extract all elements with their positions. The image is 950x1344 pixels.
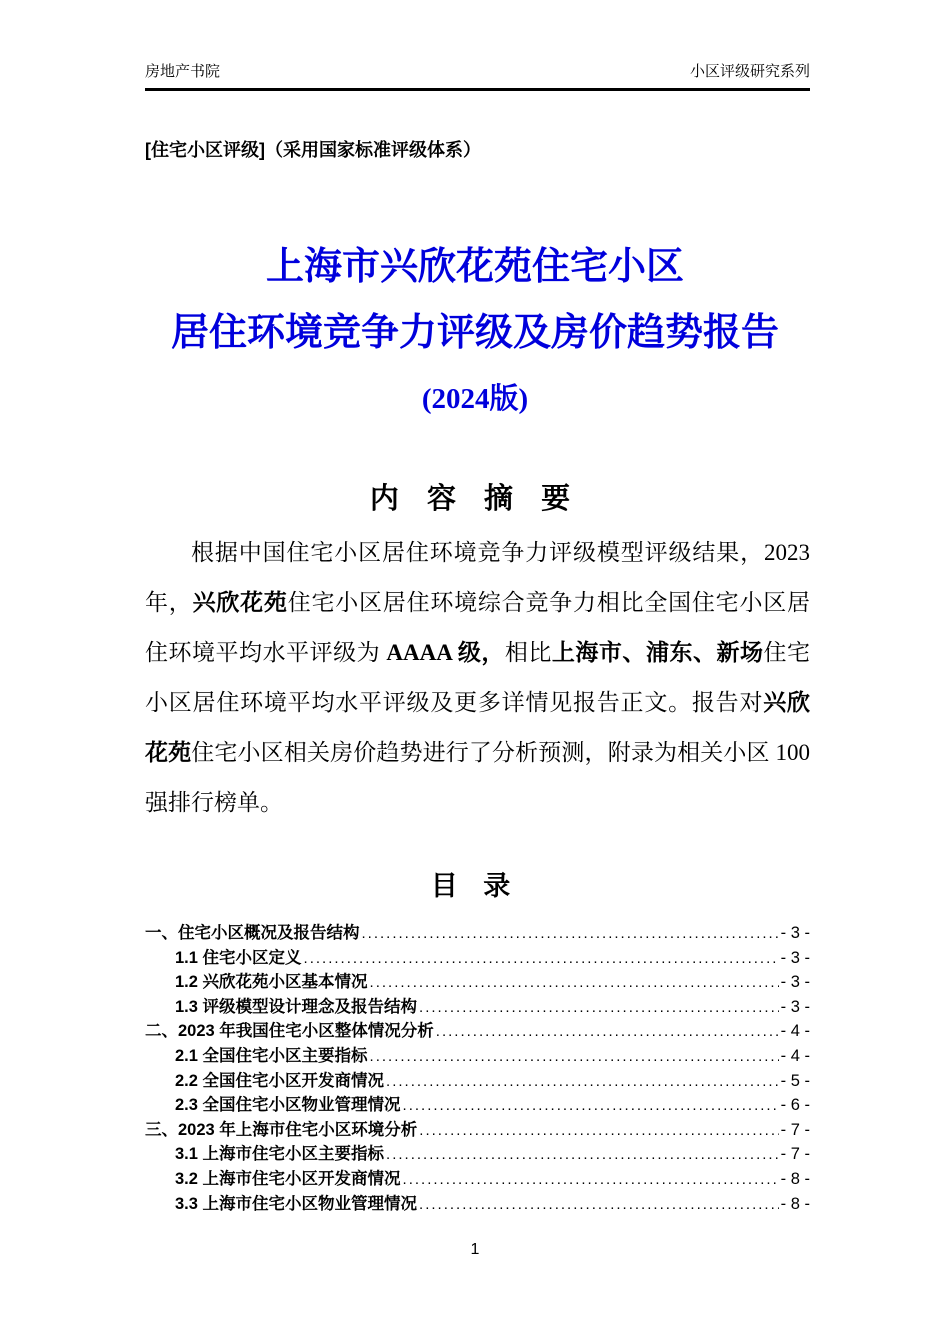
toc-item-label: 1.1 住宅小区定义 — [175, 948, 302, 967]
toc-leader-dots — [419, 998, 779, 1017]
summary-segment-bold: AAAA 级， — [386, 640, 505, 665]
toc-page-number: - 7 - — [780, 1120, 810, 1139]
page-footer — [0, 1241, 950, 1259]
summary-heading: 内 容 摘 要 — [369, 483, 581, 515]
toc-item[interactable] — [145, 1190, 810, 1215]
header-right-text: 小区评级研究系列 — [689, 63, 810, 80]
header-left-text: 房地产书院 — [145, 63, 221, 80]
page-number: 1 — [470, 1241, 480, 1258]
title-block — [0, 244, 950, 416]
toc-item[interactable] — [145, 1116, 810, 1141]
toc-leader-dots — [386, 1145, 779, 1164]
toc-item-label: 2.1 全国住宅小区主要指标 — [175, 1046, 368, 1065]
toc-item[interactable] — [145, 1017, 810, 1042]
summary-segment: 根据中国住宅小区居住环境竞争力评级模型评级结果，2023 年， — [145, 540, 810, 615]
toc-page-number: - 3 - — [780, 948, 810, 967]
toc-leader-dots — [419, 1121, 778, 1140]
report-type-line: [住宅小区评级]（采用国家标准评级体系） — [145, 140, 481, 160]
summary-segment-bold: 上海市、浦东、新场 — [551, 640, 764, 665]
toc-item-label: 3.2 上海市住宅小区开发商情况 — [175, 1169, 401, 1188]
toc-item-label: 1.2 兴欣花苑小区基本情况 — [175, 973, 368, 992]
summary-segment-bold: 兴欣花苑 — [145, 690, 811, 765]
toc-heading: 目 录 — [430, 871, 520, 901]
toc-item-label: 三、2023 年上海市住宅小区环境分析 — [145, 1120, 418, 1139]
toc-page-number: - 5 - — [780, 1071, 810, 1090]
summary-segment-bold: 兴欣花苑 — [192, 590, 288, 615]
toc-leader-dots — [362, 924, 779, 943]
toc-list — [145, 919, 810, 1214]
toc-page-number: - 3 - — [780, 997, 810, 1016]
toc-leader-dots — [403, 1096, 779, 1115]
toc-item[interactable] — [145, 919, 810, 944]
toc-leader-dots — [436, 1022, 779, 1041]
toc-leader-dots — [386, 1072, 779, 1091]
toc-item[interactable] — [145, 1140, 810, 1165]
page-header — [145, 60, 810, 91]
toc-leader-dots — [304, 949, 779, 968]
toc-item[interactable] — [145, 968, 810, 993]
toc-item[interactable] — [145, 1165, 810, 1190]
toc-item[interactable] — [145, 1067, 810, 1092]
summary-paragraph — [145, 528, 810, 828]
summary-segment: 住宅小区居住环境综合竞争力相比全国住宅小区居住环境平均水平评级为 — [145, 590, 811, 665]
summary-segment: 住宅小区相关房价趋势进行了分析预测，附录为相关小区 100 强排行榜单。 — [145, 740, 811, 815]
toc-item-label: 2.2 全国住宅小区开发商情况 — [175, 1071, 385, 1090]
toc-item-label: 3.1 上海市住宅小区主要指标 — [175, 1145, 385, 1164]
toc-item-label: 3.3 上海市住宅小区物业管理情况 — [175, 1194, 418, 1213]
toc-leader-dots — [403, 1170, 779, 1189]
toc-page-number: - 6 - — [780, 1096, 810, 1115]
toc-leader-dots — [419, 1195, 779, 1214]
toc-page-number: - 8 - — [780, 1169, 810, 1188]
summary-segment: 相比 — [504, 640, 552, 665]
report-title-edition: (2024版) — [421, 383, 529, 415]
report-title-line2: 居住环境竞争力评级及房价趋势报告 — [170, 312, 779, 354]
toc-item[interactable] — [145, 1091, 810, 1116]
toc-leader-dots — [370, 1047, 779, 1066]
toc-page-number: - 4 - — [780, 1046, 810, 1065]
toc-page-number: - 3 - — [780, 973, 810, 992]
toc-page-number: - 8 - — [780, 1194, 810, 1213]
summary-segment: 住宅小区居住环境平均水平评级及更多详情见报告正文。报告对 — [145, 640, 811, 715]
toc-item-label: 二、2023 年我国住宅小区整体情况分析 — [145, 1022, 434, 1041]
toc-page-number: - 7 - — [780, 1145, 810, 1164]
toc-item[interactable] — [145, 1042, 810, 1067]
toc-item[interactable] — [145, 944, 810, 969]
toc-item-label: 一、住宅小区概况及报告结构 — [145, 924, 360, 942]
report-title-line1: 上海市兴欣花苑住宅小区 — [265, 246, 684, 288]
toc-page-number: - 4 - — [780, 1022, 810, 1041]
toc-item[interactable] — [145, 993, 810, 1018]
toc-item-label: 2.3 全国住宅小区物业管理情况 — [175, 1096, 401, 1115]
toc-page-number: - 3 - — [780, 924, 810, 942]
toc-leader-dots — [370, 973, 779, 992]
toc-item-label: 1.3 评级模型设计理念及报告结构 — [175, 997, 418, 1016]
